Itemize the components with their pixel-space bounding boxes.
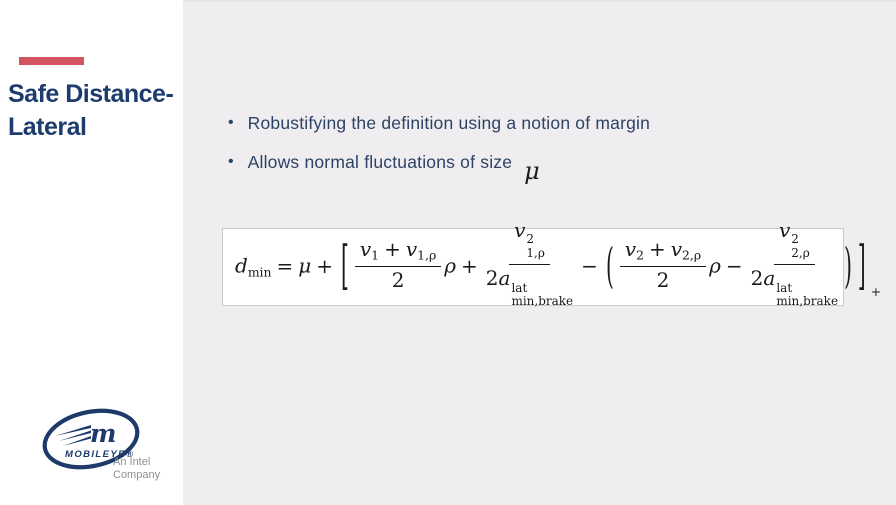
math-numerator bbox=[774, 219, 815, 265]
math-it: v bbox=[359, 237, 372, 262]
math-numerator bbox=[509, 219, 550, 265]
math-stretch: ] bbox=[857, 233, 866, 297]
math-sub: 2,ρ bbox=[791, 246, 810, 261]
math-supsub bbox=[525, 233, 545, 261]
math-sup: 2 bbox=[791, 232, 799, 247]
safe-distance-formula bbox=[235, 217, 882, 312]
intel-tagline-line2: Company bbox=[113, 469, 161, 481]
math-sub: 2 bbox=[636, 248, 644, 264]
math-it: v bbox=[405, 237, 418, 262]
math-rm: 2 bbox=[656, 267, 670, 292]
math-sp: = bbox=[276, 253, 294, 278]
slide-title bbox=[8, 78, 183, 144]
math-denominator bbox=[751, 265, 838, 309]
math-sub: 2,ρ bbox=[682, 248, 702, 264]
math-sub: min bbox=[247, 264, 272, 280]
math-stretch: ( bbox=[605, 236, 614, 294]
intel-tagline-line1: An Intel bbox=[113, 456, 151, 468]
bullet-item bbox=[228, 151, 828, 185]
math-denominator bbox=[486, 265, 573, 309]
math-numerator bbox=[355, 238, 441, 266]
math-frac bbox=[751, 219, 838, 309]
math-sp: + bbox=[384, 237, 401, 262]
formula-card bbox=[222, 217, 882, 309]
math-sp: − bbox=[581, 253, 598, 278]
slide-title-line1: Safe Distance- bbox=[8, 80, 174, 108]
math-frac bbox=[355, 237, 441, 292]
math-sub: min,brake bbox=[511, 294, 574, 309]
bullet-item bbox=[228, 112, 828, 134]
mobileye-logo-icon bbox=[33, 403, 183, 488]
math-denominator bbox=[657, 267, 670, 290]
bullet-list bbox=[228, 112, 828, 196]
intel-tagline bbox=[113, 456, 160, 482]
mobileye-logo bbox=[33, 403, 183, 488]
accent-bar bbox=[19, 57, 84, 65]
math-rm: 2 bbox=[750, 266, 764, 290]
bullet-icon: • bbox=[228, 153, 234, 170]
math-sp: + bbox=[316, 253, 334, 278]
math-it: v bbox=[670, 237, 683, 262]
bullet-text: Robustifying the definition using a notion of margin bbox=[247, 113, 651, 133]
math-sp: + bbox=[648, 237, 666, 262]
math-stretch: [ bbox=[341, 233, 349, 297]
mu-symbol: μ bbox=[524, 157, 540, 185]
math-sub: 1,ρ bbox=[526, 246, 545, 261]
math-rm: 2 bbox=[391, 267, 405, 292]
math-it: d bbox=[235, 253, 248, 278]
math-denominator bbox=[392, 267, 405, 290]
math-sub: min,brake bbox=[776, 294, 839, 309]
math-low: + bbox=[870, 284, 882, 300]
slide-title-line2: Lateral bbox=[8, 113, 87, 141]
math-supsub bbox=[510, 282, 573, 310]
math-supsub bbox=[790, 233, 810, 261]
left-panel bbox=[0, 0, 183, 505]
math-it: v bbox=[514, 217, 526, 242]
logo-emblem-m: m bbox=[90, 419, 117, 448]
math-sp: + bbox=[461, 253, 478, 278]
math-sup: lat bbox=[776, 280, 793, 295]
math-sp: − bbox=[725, 253, 743, 278]
math-numerator bbox=[620, 238, 706, 266]
logo-brand-text: MOBILEYE® bbox=[65, 449, 135, 460]
math-it: a bbox=[763, 266, 776, 290]
logo-emblem bbox=[55, 419, 116, 448]
math-it: v bbox=[624, 237, 637, 262]
math-rm: 2 bbox=[485, 266, 499, 290]
math-it: ρ bbox=[444, 253, 457, 278]
math-it: ρ bbox=[709, 253, 721, 278]
math-it: v bbox=[778, 217, 791, 242]
math-sup: lat bbox=[511, 280, 528, 295]
math-sub: 1 bbox=[371, 248, 380, 264]
bullet-text: Allows normal fluctuations of size bbox=[247, 152, 513, 172]
math-it: a bbox=[498, 266, 511, 290]
math-frac bbox=[620, 237, 706, 292]
math-supsub bbox=[775, 282, 838, 310]
math-sub: 1,ρ bbox=[417, 248, 437, 264]
math-it: μ bbox=[298, 253, 312, 278]
math-sup: 2 bbox=[526, 232, 535, 247]
math-frac bbox=[486, 219, 573, 309]
math-stretch: ) bbox=[844, 236, 852, 294]
bullet-icon: • bbox=[228, 114, 234, 131]
